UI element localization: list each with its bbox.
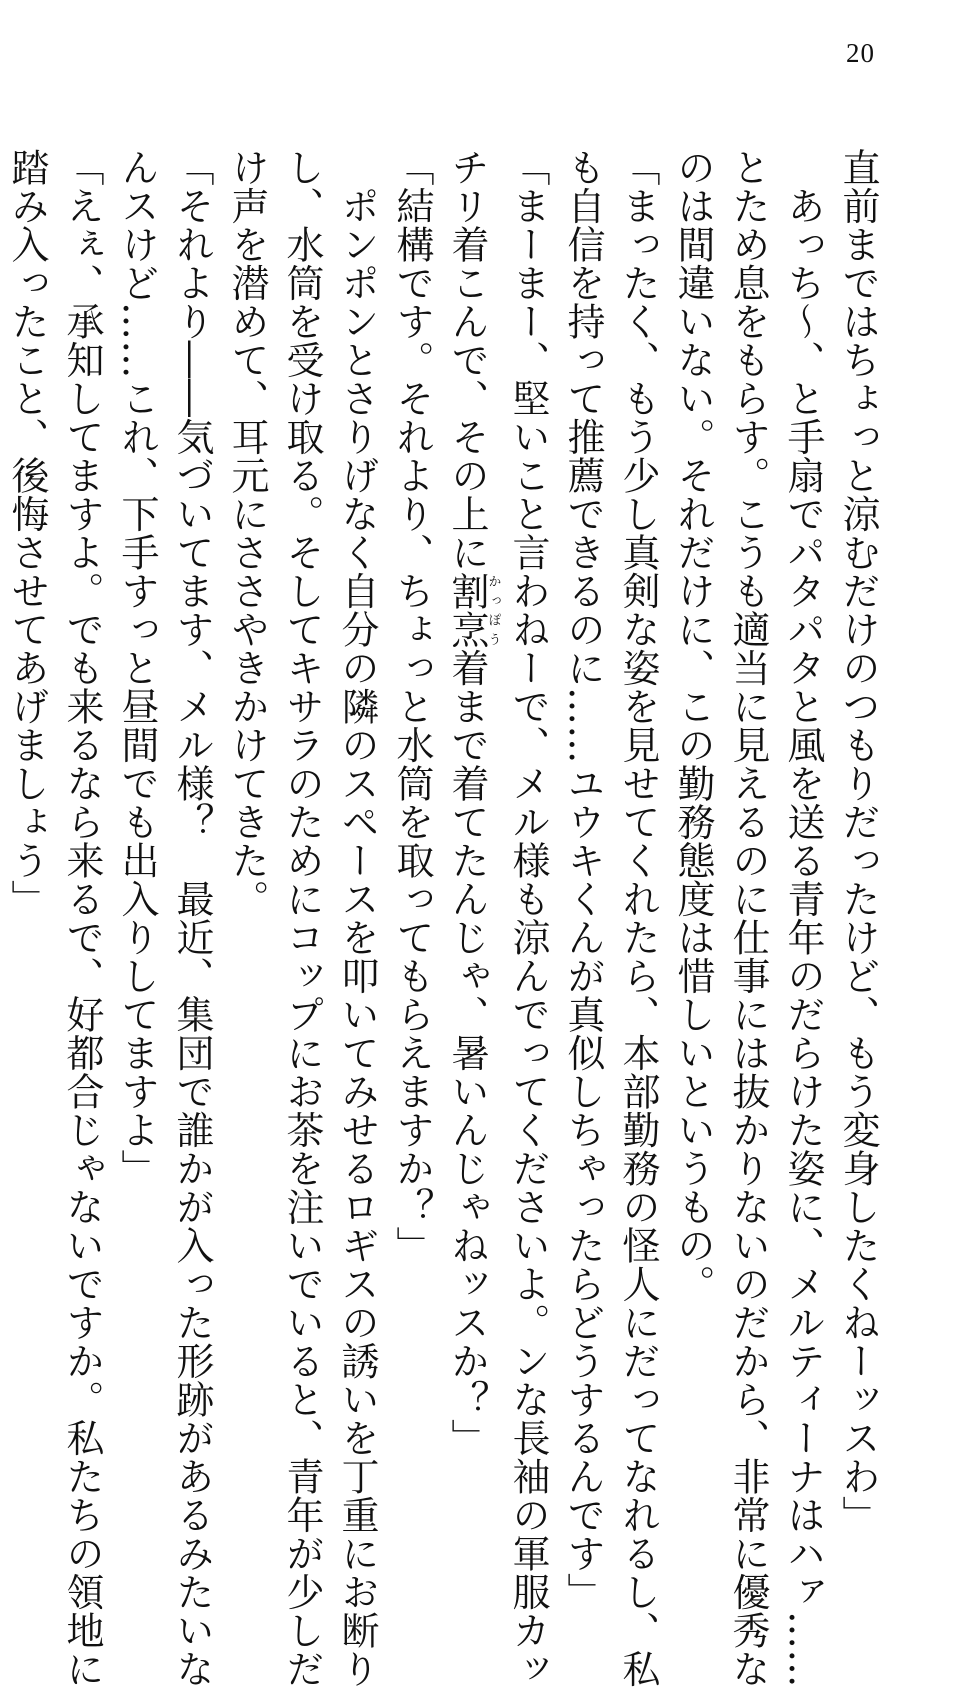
text-line-5: 「まったく、もう少し真剣な姿を見せてくれたら、本部勤務の怪人にだってなれるし、私 [616, 148, 660, 1688]
text-line-11: し、水筒を受け取る。そしてキサラのためにコップにお茶を注いでいると、青年が少しだ [280, 148, 324, 1688]
text-line-14: んスけど……これ、下手すっと昼間でも出入りしてますよ」 [115, 148, 159, 1188]
text-line-2: あっち～、と手扇でパタパタと風を送る青年のだらけた姿に、メルティーナはハァ…… [781, 148, 825, 1688]
text-line-8-after: 着まで着てたんじゃ、暑いんじゃねッスか？」 [445, 648, 489, 1457]
vertical-text-body [0, 148, 885, 1688]
text-line-7: 「まーまー、堅いこと言わねーで、メル様も涼んでってくださいよ。ンな長袖の軍服カッ [506, 148, 550, 1688]
ruby-word [445, 571, 501, 649]
ruby-reading: かっぽう [485, 571, 501, 649]
text-line-1: 直前まではちょっと涼むだけのつもりだったけど、もう変身したくねーッスわ」 [836, 148, 880, 1534]
text-line-8 [439, 148, 501, 1457]
text-line-10: ポンポンとさりげなく自分の隣のスペースを叩いてみせるロギスの誘いを丁重にお断り [335, 148, 379, 1688]
text-line-8-before: チリ着こんで、その上に [445, 148, 489, 572]
text-line-16: 踏み入ったこと、後悔させてあげましょう」 [5, 148, 49, 918]
text-line-13: 「それより――気づいてます、メル様？ 最近、集団で誰かが入った形跡があるみたいな [170, 148, 214, 1688]
text-line-12: け声を潜めて、耳元にささやきかけてきた。 [225, 148, 269, 918]
text-line-3: とため息をもらす。こうも適当に見えるのに仕事には抜かりないのだから、非常に優秀な [726, 148, 770, 1688]
text-line-9: 「結構です。それより、ちょっと水筒を取ってもらえますか？」 [390, 148, 434, 1265]
ruby-base: 割烹 [445, 571, 489, 649]
text-line-4: のは間違いない。それだけに、この勤務態度は惜しいというもの。 [671, 148, 715, 1303]
page-number: 20 [846, 38, 875, 68]
text-line-15: 「えぇ、承知してますよ。でも来るなら来るで、好都合じゃないですか。私たちの領地に [60, 148, 104, 1688]
text-line-6: も自信を持って推薦できるのに……ユウキくんが真似しちゃったらどうするんです」 [561, 148, 605, 1611]
